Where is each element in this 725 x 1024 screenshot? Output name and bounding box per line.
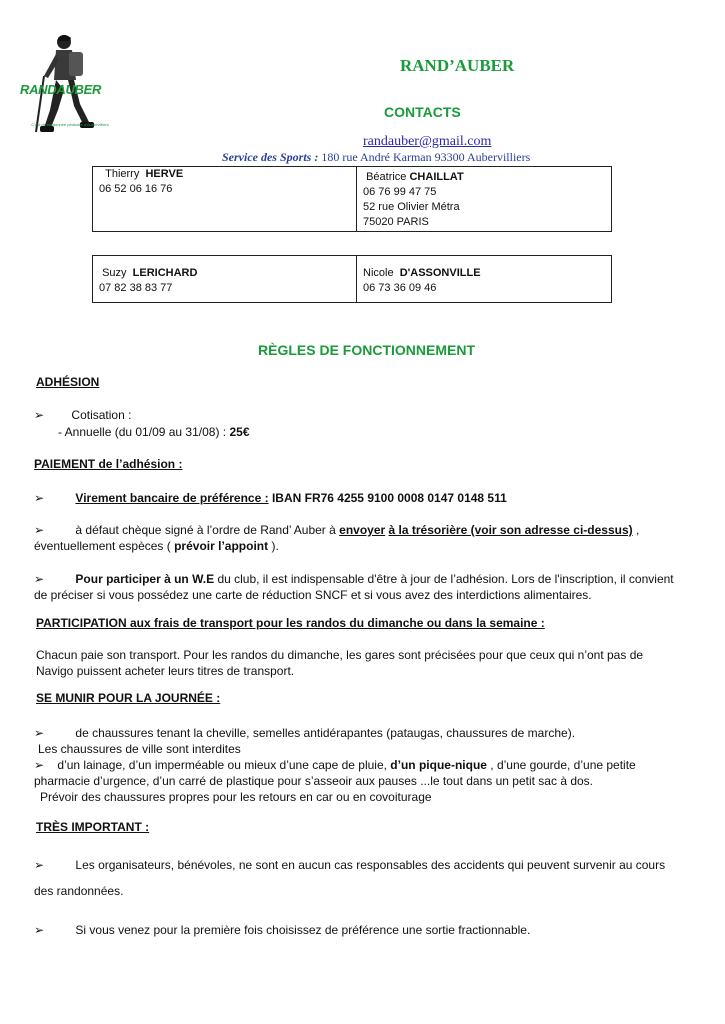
cotisation-line <box>34 407 131 423</box>
bullet-arrow-icon: ➢ <box>34 923 45 937</box>
cheque-line2-a: éventuellement espèces ( <box>34 539 175 553</box>
munir-item2-a: d’un lainage, d’un imperméable ou mieux d’une cape de pluie, <box>57 758 391 772</box>
munir-item1: de chaussures tenant la cheville, semelles antidérapantes (pataugas, chaussures de marche). <box>75 726 576 740</box>
contact-first-name: Béatrice <box>366 171 407 183</box>
cheque-text-e: , <box>632 523 640 537</box>
contact-first-name: Thierry <box>105 168 140 180</box>
annual-fee-amount: 25€ <box>229 425 250 439</box>
contact-herve <box>99 167 183 197</box>
cheque-text-d: à la trésorière (voir son adresse ci-dessus) <box>388 523 633 537</box>
contact-lerichard <box>99 266 197 296</box>
contact-phone: 06 52 06 16 76 <box>99 183 173 195</box>
service-line <box>222 150 530 165</box>
important-item1-line1: Les organisateurs, bénévoles, ne sont en aucun cas responsables des accidents qui peuvent survenir au cours <box>75 858 666 872</box>
box-divider <box>356 256 357 302</box>
contact-phone: 06 76 99 47 75 <box>363 186 437 198</box>
contact-address-line2: 75020 PARIS <box>363 216 429 228</box>
contact-first-name: Nicole <box>363 267 394 279</box>
contact-first-name: Suzy <box>102 267 127 279</box>
paiement-heading: PAIEMENT de l’adhésion : <box>34 457 183 471</box>
important-heading: TRÈS IMPORTANT : <box>36 820 150 834</box>
cheque-text-b: envoyer <box>339 523 386 537</box>
we-text: du club, il est indispensable d'être à jour de l’adhésion. Lors de l'inscription, il convient <box>214 572 674 586</box>
annual-fee-line <box>58 424 250 440</box>
important-item2-text: Si vous venez pour la première fois choisissez de préférence une sortie fractionnable. <box>75 923 531 937</box>
munir-heading: SE MUNIR POUR LA JOURNÉE : <box>36 691 221 705</box>
we-line2: de préciser si vous possédez une carte de réduction SNCF et si vous avez des interdictions alimentaires. <box>34 588 592 602</box>
we-paragraph <box>34 571 704 603</box>
munir-item2-b: d’un pique-nique <box>390 758 487 772</box>
virement-label: Virement bancaire de préférence : <box>75 491 269 505</box>
adhesion-heading: ADHÉSION <box>36 375 100 389</box>
logo-tagline: C'est de randonnée pédestre d'Aubervilliers <box>31 122 109 127</box>
contact-dassonville <box>363 266 481 296</box>
email-link[interactable]: randauber@gmail.com <box>363 134 492 149</box>
we-bold-text: Pour participer à un W.E <box>75 572 215 586</box>
important-item1 <box>34 857 714 873</box>
contact-last-name: LERICHARD <box>132 267 198 279</box>
cheque-line2-b: prévoir l’appoint <box>174 539 269 553</box>
contacts-heading: CONTACTS <box>384 104 461 120</box>
contact-address-line1: 52 rue Olivier Métra <box>363 201 460 213</box>
contact-last-name: CHAILLAT <box>409 171 464 183</box>
munir-item2-c: , d’une gourde, d’une petite <box>486 758 636 772</box>
contact-last-name: HERVE <box>145 168 184 180</box>
contact-box-2 <box>92 255 612 303</box>
rules-title: RÈGLES DE FONCTIONNEMENT <box>258 342 476 358</box>
contact-phone: 06 73 36 09 46 <box>363 282 437 294</box>
service-address: 180 rue André Karman 93300 Aubervilliers <box>321 150 531 164</box>
cheque-text-a: à défaut chèque signé à l’ordre de Rand’ Auber à <box>75 523 340 537</box>
contact-box-1 <box>92 166 612 232</box>
cheque-paragraph <box>34 522 694 554</box>
important-item1-line2: des randonnées. <box>34 884 124 898</box>
participation-paragraph <box>36 647 706 679</box>
munir-list <box>34 725 714 805</box>
bullet-arrow-icon: ➢ <box>34 726 45 740</box>
bullet-arrow-icon: ➢ <box>34 758 45 772</box>
contact-phone: 07 82 38 83 77 <box>99 282 173 294</box>
munir-item2-note: Prévoir des chaussures propres pour les retours en car ou en covoiturage <box>40 790 432 804</box>
bullet-arrow-icon: ➢ <box>34 572 45 586</box>
participation-line2: Navigo puissent acheter leurs titres de transport. <box>36 664 295 678</box>
cheque-line2-c: ). <box>268 539 279 553</box>
bullet-arrow-icon: ➢ <box>34 408 45 422</box>
service-label: Service des Sports : <box>222 150 319 164</box>
contact-chaillat <box>363 170 464 230</box>
munir-item1-note: Les chaussures de ville sont interdites <box>38 742 241 756</box>
logo-text: RANDAUBER <box>20 82 102 97</box>
munir-item2-line2: pharmacie d’urgence, d’un carré de plastique pour s’asseoir aux pauses ...le tout dans un petit sac à dos. <box>34 774 594 788</box>
participation-heading: PARTICIPATION aux frais de transport pour les randos du dimanche ou dans la semaine : <box>36 616 545 630</box>
bullet-arrow-icon: ➢ <box>34 491 45 505</box>
iban-value: IBAN FR76 4255 9100 0008 0147 0148 511 <box>268 491 507 505</box>
page-title: RAND’AUBER <box>400 56 515 75</box>
cotisation-label: Cotisation : <box>71 408 132 422</box>
participation-line1: Chacun paie son transport. Pour les randos du dimanche, les gares sont précisées pour que ceux qui n’ont pas de <box>36 648 644 662</box>
annual-fee-label: - Annuelle (du 01/09 au 31/08) : <box>58 425 230 439</box>
important-item2 <box>34 922 714 938</box>
box-divider <box>356 167 357 231</box>
bullet-arrow-icon: ➢ <box>34 858 45 872</box>
contact-last-name: D'ASSONVILLE <box>399 267 481 279</box>
virement-line <box>34 490 507 506</box>
bullet-arrow-icon: ➢ <box>34 523 45 537</box>
